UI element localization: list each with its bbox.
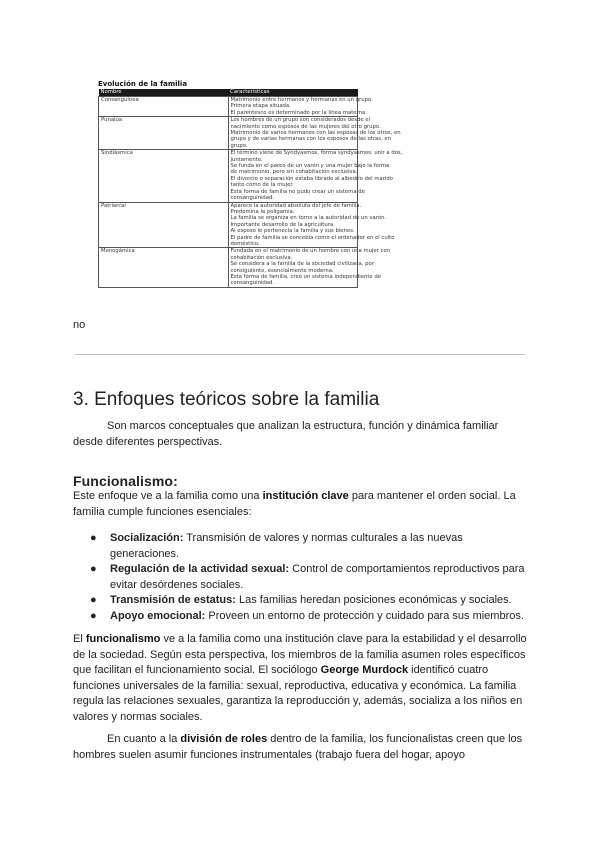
section-title: 3. Enfoques teóricos sobre la familia bbox=[73, 388, 380, 410]
header-name: Nombre bbox=[99, 89, 229, 97]
family-evolution-table-image bbox=[98, 80, 403, 288]
table-cell-line: Esta forma de familia, creó un sistema independiente de bbox=[230, 273, 381, 280]
bullet-icon: ● bbox=[90, 594, 97, 606]
bullet-icon: ● bbox=[90, 532, 97, 544]
table-cell-line: de matrimonio, pero sin cohabitación exclusiva. bbox=[230, 169, 358, 176]
funcionalismo-intro: Este enfoque ve a la familia como una institución clave para mantener el orden social. La familia cumple funciones esenciales: bbox=[73, 490, 516, 518]
table-cell-name: Punalúa bbox=[99, 117, 229, 150]
intro-paragraph: Son marcos conceptuales que analizan la estructura, función y dinámica familiar desde diferentes perspectivas. bbox=[73, 420, 499, 448]
table-cell-name: Patriarcal bbox=[99, 202, 229, 248]
division-roles-paragraph: En cuanto a la división de roles dentro de la familia, los funcionalistas creen que los hombres suelen asumir funciones instrumentales (trabajo fuera del hogar, apoyo bbox=[73, 733, 523, 761]
table-cell-characteristics bbox=[228, 150, 403, 202]
family-evolution-table bbox=[98, 89, 403, 288]
table-cell-line: La familia se organiza en torno a la autoridad de un varón. bbox=[230, 215, 387, 222]
table-cell-line: El parentesco es determinado por la línea materna. bbox=[230, 109, 367, 116]
table-cell-line: tanto como de la mujer. bbox=[230, 182, 294, 189]
table-cell-line: grupo y de varias hermanas con los esposos de las otras, en bbox=[230, 136, 392, 143]
table-cell-line: El término viene de Syndyasmos, forma syndyasmos: unir a dos, bbox=[230, 150, 403, 157]
stray-text: no bbox=[73, 319, 86, 331]
table-cell-line: Esta forma de familia no pudo crear un sistema de bbox=[230, 188, 365, 195]
list-item: ● Apoyo emocional: Proveen un entorno de protección y cuidado para sus miembros. bbox=[73, 609, 533, 625]
table-cell-characteristics bbox=[228, 248, 391, 287]
table-cell-line: consanguinidad. bbox=[230, 280, 275, 287]
bullet-icon: ● bbox=[90, 563, 97, 575]
table-cell-characteristics bbox=[228, 117, 401, 150]
table-cell-line: Al esposo le pertenecía la familia y sus bienes. bbox=[230, 228, 355, 235]
table-cell-line: doméstico. bbox=[230, 240, 260, 247]
subtitle-funcionalismo: Funcionalismo: bbox=[73, 472, 178, 489]
table-cell-line: consanguinidad. bbox=[230, 195, 275, 202]
bullet-icon: ● bbox=[90, 609, 97, 622]
table-cell-line: El padre de familia se concebía como el ordenador en el culto bbox=[230, 234, 395, 241]
table-row bbox=[99, 248, 358, 287]
table-cell-line: Matrimonio de varios hermanos con las esposas de los otros, en bbox=[230, 130, 401, 137]
table-cell-name: Consanguínea bbox=[99, 97, 229, 117]
table-cell-characteristics bbox=[228, 202, 395, 248]
horizontal-rule bbox=[75, 354, 525, 355]
table-cell-line: Importante desarrollo de la agricultura. bbox=[230, 221, 335, 228]
table-cell-line: Fundada en el matrimonio de un hombre con una mujer con bbox=[230, 248, 391, 255]
table-cell-line: Se funda en el pareo de un varón y una mujer bajo la forma bbox=[230, 163, 390, 170]
table-cell-line: El divorcio o separación estaba librado al albedrío del marido bbox=[230, 175, 393, 182]
table-row bbox=[99, 117, 358, 150]
table-cell-line: Los hombres de un grupo son considerados desde el bbox=[230, 117, 371, 124]
table-cell-name: Monogámica bbox=[99, 248, 229, 287]
list-item: ● Transmisión de estatus: Las familias heredan posiciones económicas y sociales. bbox=[73, 593, 533, 609]
table-cell-line: Predomina la poligamia. bbox=[230, 208, 295, 215]
table-cell-line: cohabitación exclusiva. bbox=[230, 254, 293, 261]
list-item: ● Socialización: Transmisión de valores y normas culturales a las nuevas generaciones. bbox=[90, 532, 463, 560]
table-cell-line: Matrimonio entre hermanos y hermanas en un grupo. bbox=[230, 97, 373, 103]
list-item: ● Regulación de la actividad sexual: Control de comportamientos reproductivos para evitar desórdenes sociales. bbox=[90, 563, 525, 591]
table-cell-characteristics bbox=[228, 97, 373, 117]
table-cell-line: grupo. bbox=[230, 142, 248, 149]
table-header-row bbox=[99, 89, 358, 97]
header-characteristics: Características bbox=[228, 89, 358, 97]
table-row bbox=[99, 150, 358, 202]
table-caption: Evolución de la familia bbox=[98, 80, 188, 88]
functions-list bbox=[73, 531, 533, 624]
table-row bbox=[99, 202, 358, 248]
table-cell-line: consiguiente, esencialmente moderna. bbox=[230, 267, 334, 274]
table-cell-line: Aparece la autoridad absoluta del jefe de familia. bbox=[230, 202, 362, 209]
table-cell-line: Se considera a la familia de la sociedad civilizada, por bbox=[230, 261, 374, 268]
table-cell-line: juntamente. bbox=[230, 156, 263, 163]
table-cell-line: nacimiento como esposos de las mujeres del otro grupo. bbox=[230, 123, 381, 130]
funcionalismo-paragraph: El funcionalismo ve a la familia como una institución clave para la estabilidad y el desarrollo de la sociedad. Según esta perspectiva, los miembros de la familia asumen roles específicos que facilitan el funcionamiento social. El sociólogo George Murdock identificó cuatro funciones universales de la familia: sexual, reproductiva, educativa y económica. La familia regula las relaciones sexuales, garantiza la reproducción y, además, socializa a los niños en valores y normas sociales. bbox=[73, 633, 527, 723]
bold-term: institución clave bbox=[262, 490, 349, 502]
table-cell-line: Primera etapa situada. bbox=[230, 103, 291, 110]
table-cell-name: Sindiásmica bbox=[99, 150, 229, 202]
table-row bbox=[99, 97, 358, 117]
